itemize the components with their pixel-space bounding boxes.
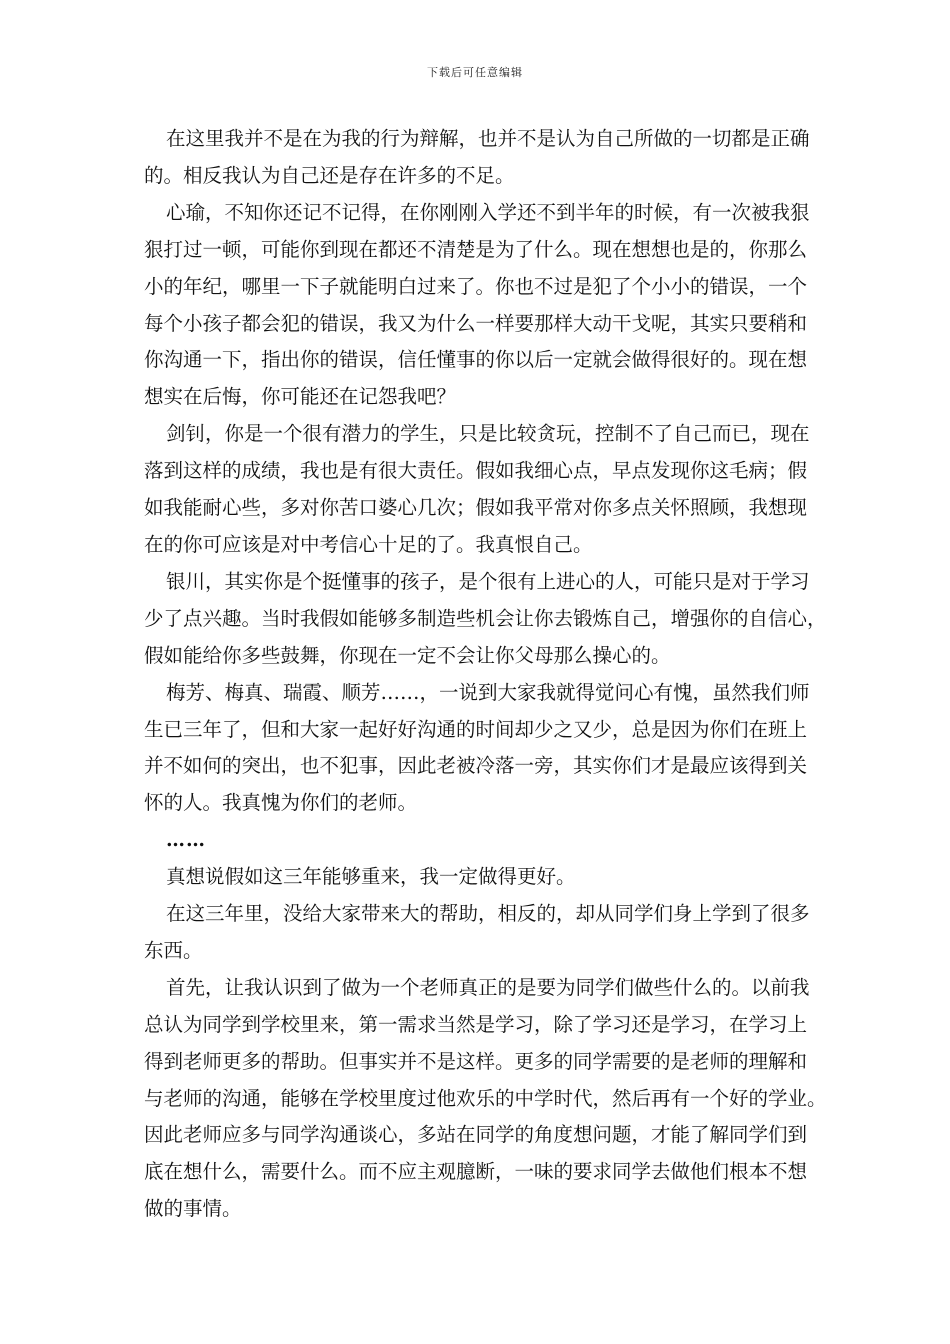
paragraph <box>144 416 814 564</box>
text-line: 在的你可应该是对中考信心十足的了。我真恨自己。 <box>144 532 593 556</box>
text-line: 东西。 <box>144 938 203 962</box>
text-line: …… <box>166 829 206 852</box>
text-line: 在这里我并不是在为我的行为辩解，也并不是认为自己所做的一切都是正确 <box>166 127 810 150</box>
text-line: 落到这样的成绩，我也是有很大责任。假如我细心点，早点发现你这毛病；假 <box>144 459 808 483</box>
text-line: 银川，其实你是个挺懂事的孩子，是个很有上进心的人，可能只是对于学习 <box>166 569 810 593</box>
text-line: 真想说假如这三年能够重来，我一定做得更好。 <box>166 865 576 889</box>
text-line: 与老师的沟通，能够在学校里度过他欢乐的中学时代，然后再有一个好的学业。 <box>144 1086 827 1110</box>
paragraph <box>144 564 827 675</box>
text-line: 生已三年了，但和大家一起好好沟通的时间却少之又少，总是因为你们在班上 <box>144 717 808 741</box>
paragraph <box>144 970 827 1228</box>
text-line: 心瑜，不知你还记不记得，在你刚刚入学还不到半年的时候，有一次被我狠 <box>166 200 810 224</box>
paragraph <box>144 121 814 195</box>
text-line: 总认为同学到学校里来，第一需求当然是学习，除了学习还是学习，在学习上 <box>144 1012 808 1036</box>
text-line: 想实在后悔，你可能还在记怨我吧？ <box>144 385 457 409</box>
text-line: 少了点兴趣。当时我假如能够多制造些机会让你去锻炼自己，增强你的自信心， <box>144 606 827 630</box>
paragraph <box>144 859 814 896</box>
text-line: 如我能耐心些，多对你苦口婆心几次；假如我平常对你多点关怀照顾，我想现 <box>144 496 808 520</box>
text-line: 梅芳、梅真、瑞霞、顺芳……，一说到大家我就得觉问心有愧，虽然我们师 <box>166 680 810 704</box>
text-line: 首先，让我认识到了做为一个老师真正的是要为同学们做些什么的。以前我 <box>166 975 810 999</box>
text-line: 你沟通一下，指出你的错误，信任懂事的你以后一定就会做得很好的。现在想 <box>144 348 808 372</box>
page-header: 下载后可任意编辑 <box>427 66 523 79</box>
ellipsis-line <box>144 822 814 859</box>
text-line: 得到老师更多的帮助。但事实并不是这样。更多的同学需要的是老师的理解和 <box>144 1049 808 1073</box>
paragraph <box>144 675 814 823</box>
text-line: 小的年纪，哪里一下子就能明白过来了。你也不过是犯了个小小的错误，一个 <box>144 274 808 298</box>
text-line: 假如能给你多些鼓舞，你现在一定不会让你父母那么操心的。 <box>144 643 671 667</box>
paragraph <box>144 195 814 416</box>
text-line: 做的事情。 <box>144 1197 242 1221</box>
text-line: 底在想什么，需要什么。而不应主观臆断，一味的要求同学去做他们根本不想 <box>144 1160 808 1184</box>
text-line: 并不如何的突出，也不犯事，因此老被冷落一旁，其实你们才是最应该得到关 <box>144 754 808 778</box>
paragraph <box>144 896 814 970</box>
document-body <box>144 121 827 1228</box>
text-line: 剑钊，你是一个很有潜力的学生，只是比较贪玩，控制不了自己而已，现在 <box>166 422 810 446</box>
text-line: 的。相反我认为自己还是存在许多的不足。 <box>144 163 515 187</box>
text-line: 怀的人。我真愧为你们的老师。 <box>144 791 418 815</box>
text-line: 因此老师应多与同学沟通谈心，多站在同学的角度想问题，才能了解同学们到 <box>144 1123 808 1147</box>
text-line: 在这三年里，没给大家带来大的帮助，相反的，却从同学们身上学到了很多 <box>166 902 810 926</box>
text-line: 狠打过一顿，可能你到现在都还不清楚是为了什么。现在想想也是的，你那么 <box>144 237 808 261</box>
text-line: 每个小孩子都会犯的错误，我又为什么一样要那样大动干戈呢，其实只要稍和 <box>144 311 808 335</box>
